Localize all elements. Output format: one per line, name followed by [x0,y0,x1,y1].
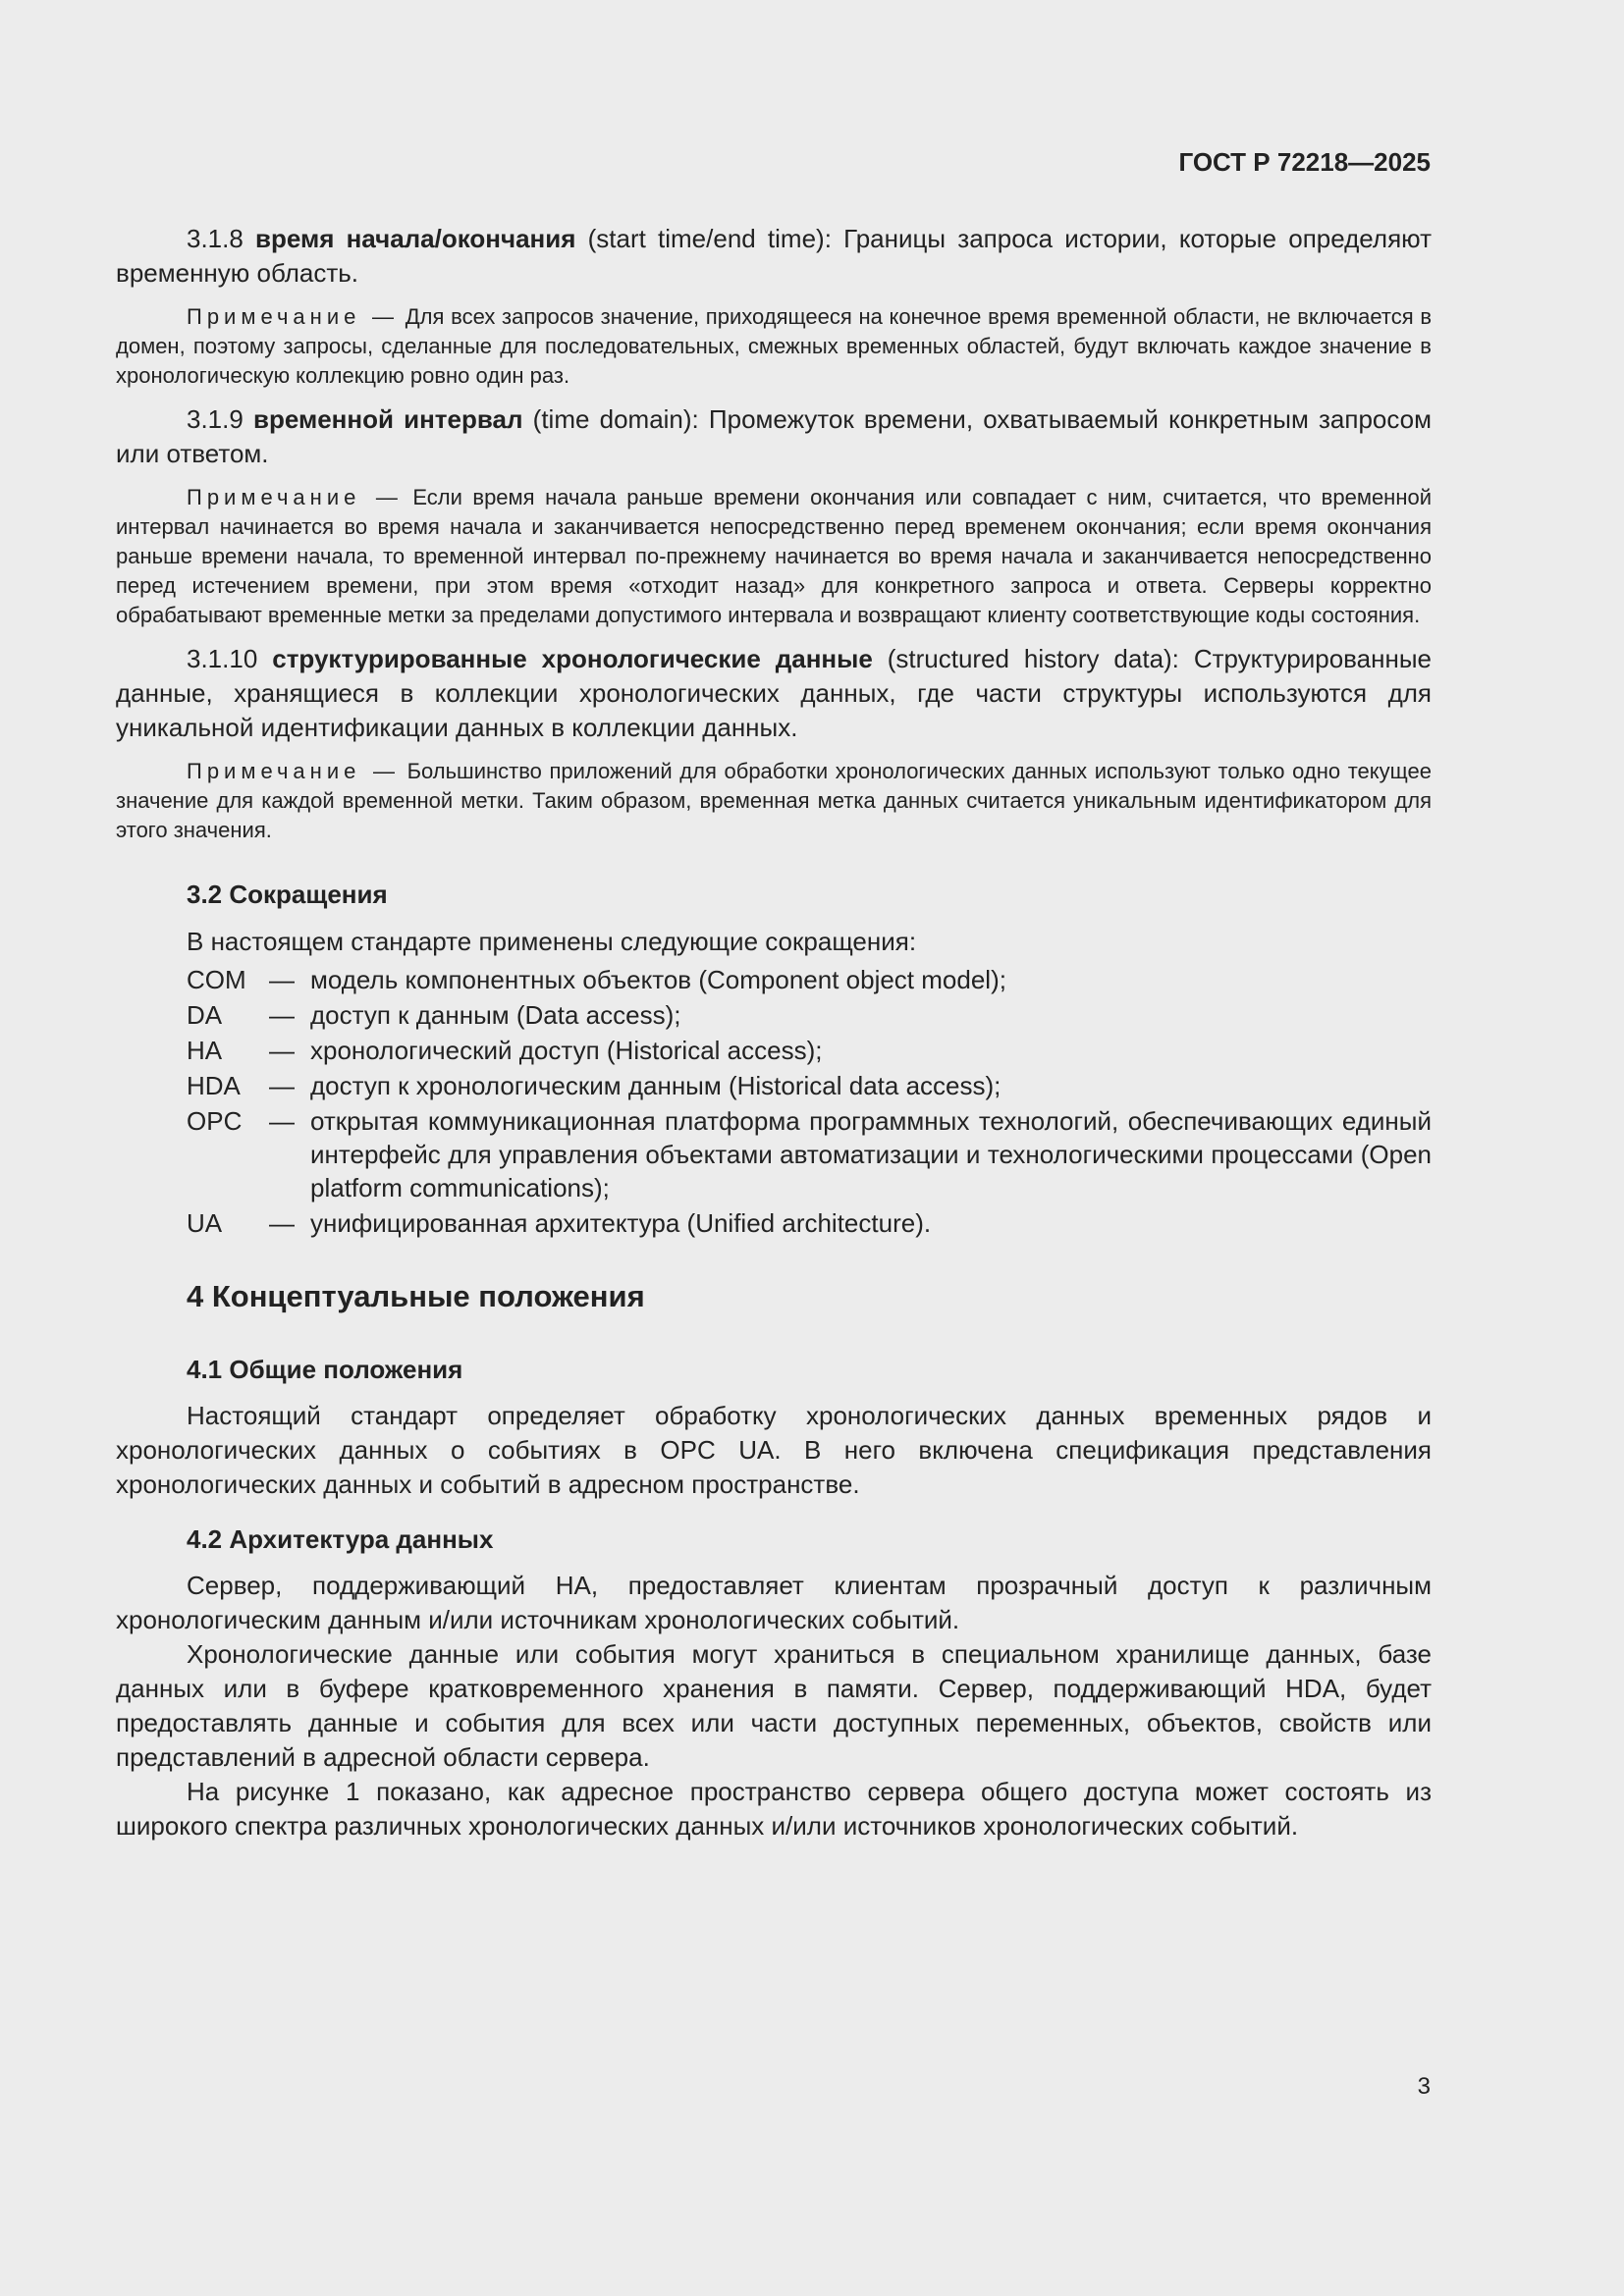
abbreviation-description: унифицированная архитектура (Unified architecture). [310,1208,932,1238]
term-number: 3.1.8 [187,224,244,253]
paragraph: Сервер, поддерживающий HA, предоставляет клиентам прозрачный доступ к различным хронологическим данным и/или источникам хронологических событий. [116,1571,1432,1634]
abbreviation-description: модель компонентных объектов (Component object model); [310,965,1006,994]
term-number: 3.1.10 [187,644,258,673]
paragraph: Хронологические данные или события могут храниться в специальном хранилище данных, базе данных или в буфере кратковременного хранения в памяти. Сервер, поддерживающий HDA, будет предоставлять данные и события для всех или части доступных переменных, объектов, свойств или представлений в адресной области сервера. [116,1639,1432,1772]
abbreviation-dash: — [269,1036,295,1065]
abbreviation-item [187,1069,1432,1102]
term-definition: (start time/end time): Границы запроса истории, которые определяют временную область. [116,224,1432,288]
abbreviation-description: доступ к данным (Data access); [310,1000,681,1030]
note-label: Примечание — [187,759,400,783]
page-content [116,222,1432,1843]
abbreviation-dash: — [269,1106,295,1136]
abbreviation-code: DA [187,1000,223,1030]
note-text: Большинство приложений для обработки хронологических данных используют только одно текущее значение для каждой временной метки. Таким образом, временная метка данных считается уникальным идентификатором для этого значения. [116,759,1432,842]
abbreviation-dash: — [269,965,295,994]
section-4-title: 4 Концептуальные положения [187,1279,645,1313]
note-label: Примечание — [187,304,400,329]
abbreviation-dash: — [269,1000,295,1030]
abbreviation-code: HDA [187,1071,241,1100]
term-3-1-9 [116,402,1432,471]
term-definition: (time domain): Промежуток времени, охватываемый конкретным запросом или ответом. [116,404,1432,468]
term-3-1-10 [116,642,1432,745]
paragraph: Настоящий стандарт определяет обработку хронологических данных временных рядов и хронологических данных о событиях в OPC UA. В него включена спецификация представления хронологических данных и событий в адресном пространстве. [116,1401,1432,1499]
abbreviation-code: OPC [187,1106,243,1136]
note-3-1-8 [116,302,1432,391]
paragraph: На рисунке 1 показано, как адресное пространство сервера общего доступа может состоять из широкого спектра различных хронологических данных и/или источников хронологических событий. [116,1777,1432,1841]
term-name: время начала/окончания [255,224,576,253]
note-label: Примечание — [187,485,403,509]
abbreviation-item [187,963,1432,996]
document-header: ГОСТ Р 72218—2025 [1178,147,1431,177]
note-3-1-10 [116,757,1432,845]
page-number: 3 [1417,2073,1431,2100]
section-4-1-title: 4.1 Общие положения [187,1355,463,1384]
note-text: Если время начала раньше времени окончания или совпадает с ним, считается, что временной интервал начинается во время начала и заканчивается непосредственно перед временем окончания; если время окончания раньше времени начала, то временной интервал по-прежнему начинается во время начала и заканчивается непосредственно перед истечением времени, при этом время «отходит назад» для конкретного запроса и ответа. Серверы корректно обрабатывают временные метки за пределами допустимого интервала и возвращают клиенту соответствующие коды состояния. [116,485,1433,627]
abbreviation-item [187,998,1432,1032]
abbreviation-dash: — [269,1071,295,1100]
abbreviation-description: хронологический доступ (Historical access); [310,1036,823,1065]
term-definition: (structured history data): Структурированные данные, хранящиеся в коллекции хронологических данных, где части структуры используются для уникальной идентификации данных в коллекции данных. [116,644,1433,742]
abbreviation-code: UA [187,1208,223,1238]
abbreviation-item [187,1104,1432,1204]
abbreviation-code: COM [187,965,246,994]
term-name: структурированные хронологические данные [272,644,873,673]
term-name: временной интервал [253,404,523,434]
term-3-1-8 [116,222,1432,291]
abbreviation-description: открытая коммуникационная платформа программных технологий, обеспечивающих единый интерфейс для управления объектами автоматизации и технологическими процессами (Open platform communications); [310,1106,1432,1202]
abbreviation-item [187,1206,1432,1240]
section-4-2-title: 4.2 Архитектура данных [187,1524,494,1554]
abbreviation-item [187,1034,1432,1067]
abbreviation-dash: — [269,1208,295,1238]
section-3-2-title: 3.2 Сокращения [187,880,388,909]
abbreviation-description: доступ к хронологическим данным (Historical data access); [310,1071,1001,1100]
term-number: 3.1.9 [187,404,244,434]
abbreviation-code: HA [187,1036,223,1065]
abbreviations-intro: В настоящем стандарте применены следующие сокращения: [187,927,917,956]
note-text: Для всех запросов значение, приходящееся на конечное время временной области, не включается в домен, поэтому запросы, сделанные для последовательных, смежных временных областей, будут включать каждое значение в хронологическую коллекцию ровно один раз. [116,304,1433,388]
note-3-1-9 [116,483,1432,630]
